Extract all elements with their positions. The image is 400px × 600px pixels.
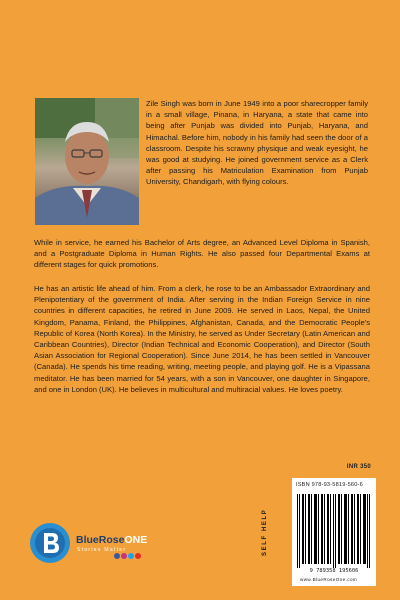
price-label: INR 350: [346, 464, 371, 470]
publisher-name: [76, 534, 147, 546]
author-bio-career: He has an artistic life ahead of him. From a clerk, he rose to be an Ambassador Extraordinary and Plenipotentiary of the government of India. After serving in the Indian Foreign Service in nine countries in different capacities, he retired in June 2009. He served in Laos, Nepal, the United Kingdom, Panama, Finland, the Philippines, Afghanistan, Canada, and the Democratic People's Republic of Korea (North Korea). In the Ministry, he served as Under Secretary (Latin American and Caribbean Countries), Director (Indian Technical and Economic Cooperation), and Director (South Asian Association for Regional Cooperation). Since June 2014, he has been settled in Vancouver (Canada). He spends his time reading, writing, meeting people, and playing golf. He is a Vipassana meditator. He has been married for 54 years, with a son in Vancouver, one daughter in Singapore, and one in London (UK). He believes in multicultural and multiracial values. He loves poetry.: [34, 284, 370, 394]
barcode-digits: 9 789358 195606: [309, 568, 359, 574]
youtube-icon: [135, 553, 141, 559]
publisher-name-part2: ONE: [124, 534, 148, 546]
barcode-graphic: [296, 494, 372, 568]
twitter-icon: [128, 553, 134, 559]
author-bio-education: While in service, he earned his Bachelor of Arts degree, an Advanced Level Diploma in Spanish, and a Postgraduate Diploma in Human Rights. He also passed four Departmental Exams at different stages for quick promotions.: [34, 238, 370, 270]
social-icons: [114, 553, 141, 559]
barcode-panel: [292, 478, 376, 586]
facebook-icon: [114, 553, 120, 559]
publisher-tagline: Stories Matter: [77, 547, 127, 553]
instagram-icon: [121, 553, 127, 559]
publisher-website: www.BlueRoseOne.com: [300, 577, 358, 582]
publisher-name-part1: BlueRose: [76, 534, 125, 546]
isbn-text: ISBN 978-93-5819-560-6: [296, 482, 363, 488]
publisher-logo: [29, 522, 159, 564]
genre-label: SELF HELP: [262, 508, 268, 556]
author-bio-intro: Zile Singh was born in June 1949 into a poor sharecropper family in a small village, Pinana, in Haryana, a state that came into being after Punjab was divided into Punjab, Haryana, and Himachal. Before him, nobody in his family had seen the door of a classroom. Despite his scrawny physique and weak eyesight, he was good at studying. He joined government service as a Clerk after passing his Matriculation Examination from Punjab University, Chandigarh, with flying colours.: [146, 99, 368, 187]
bluerose-logo-icon: [29, 522, 71, 564]
author-photo: [35, 98, 139, 225]
